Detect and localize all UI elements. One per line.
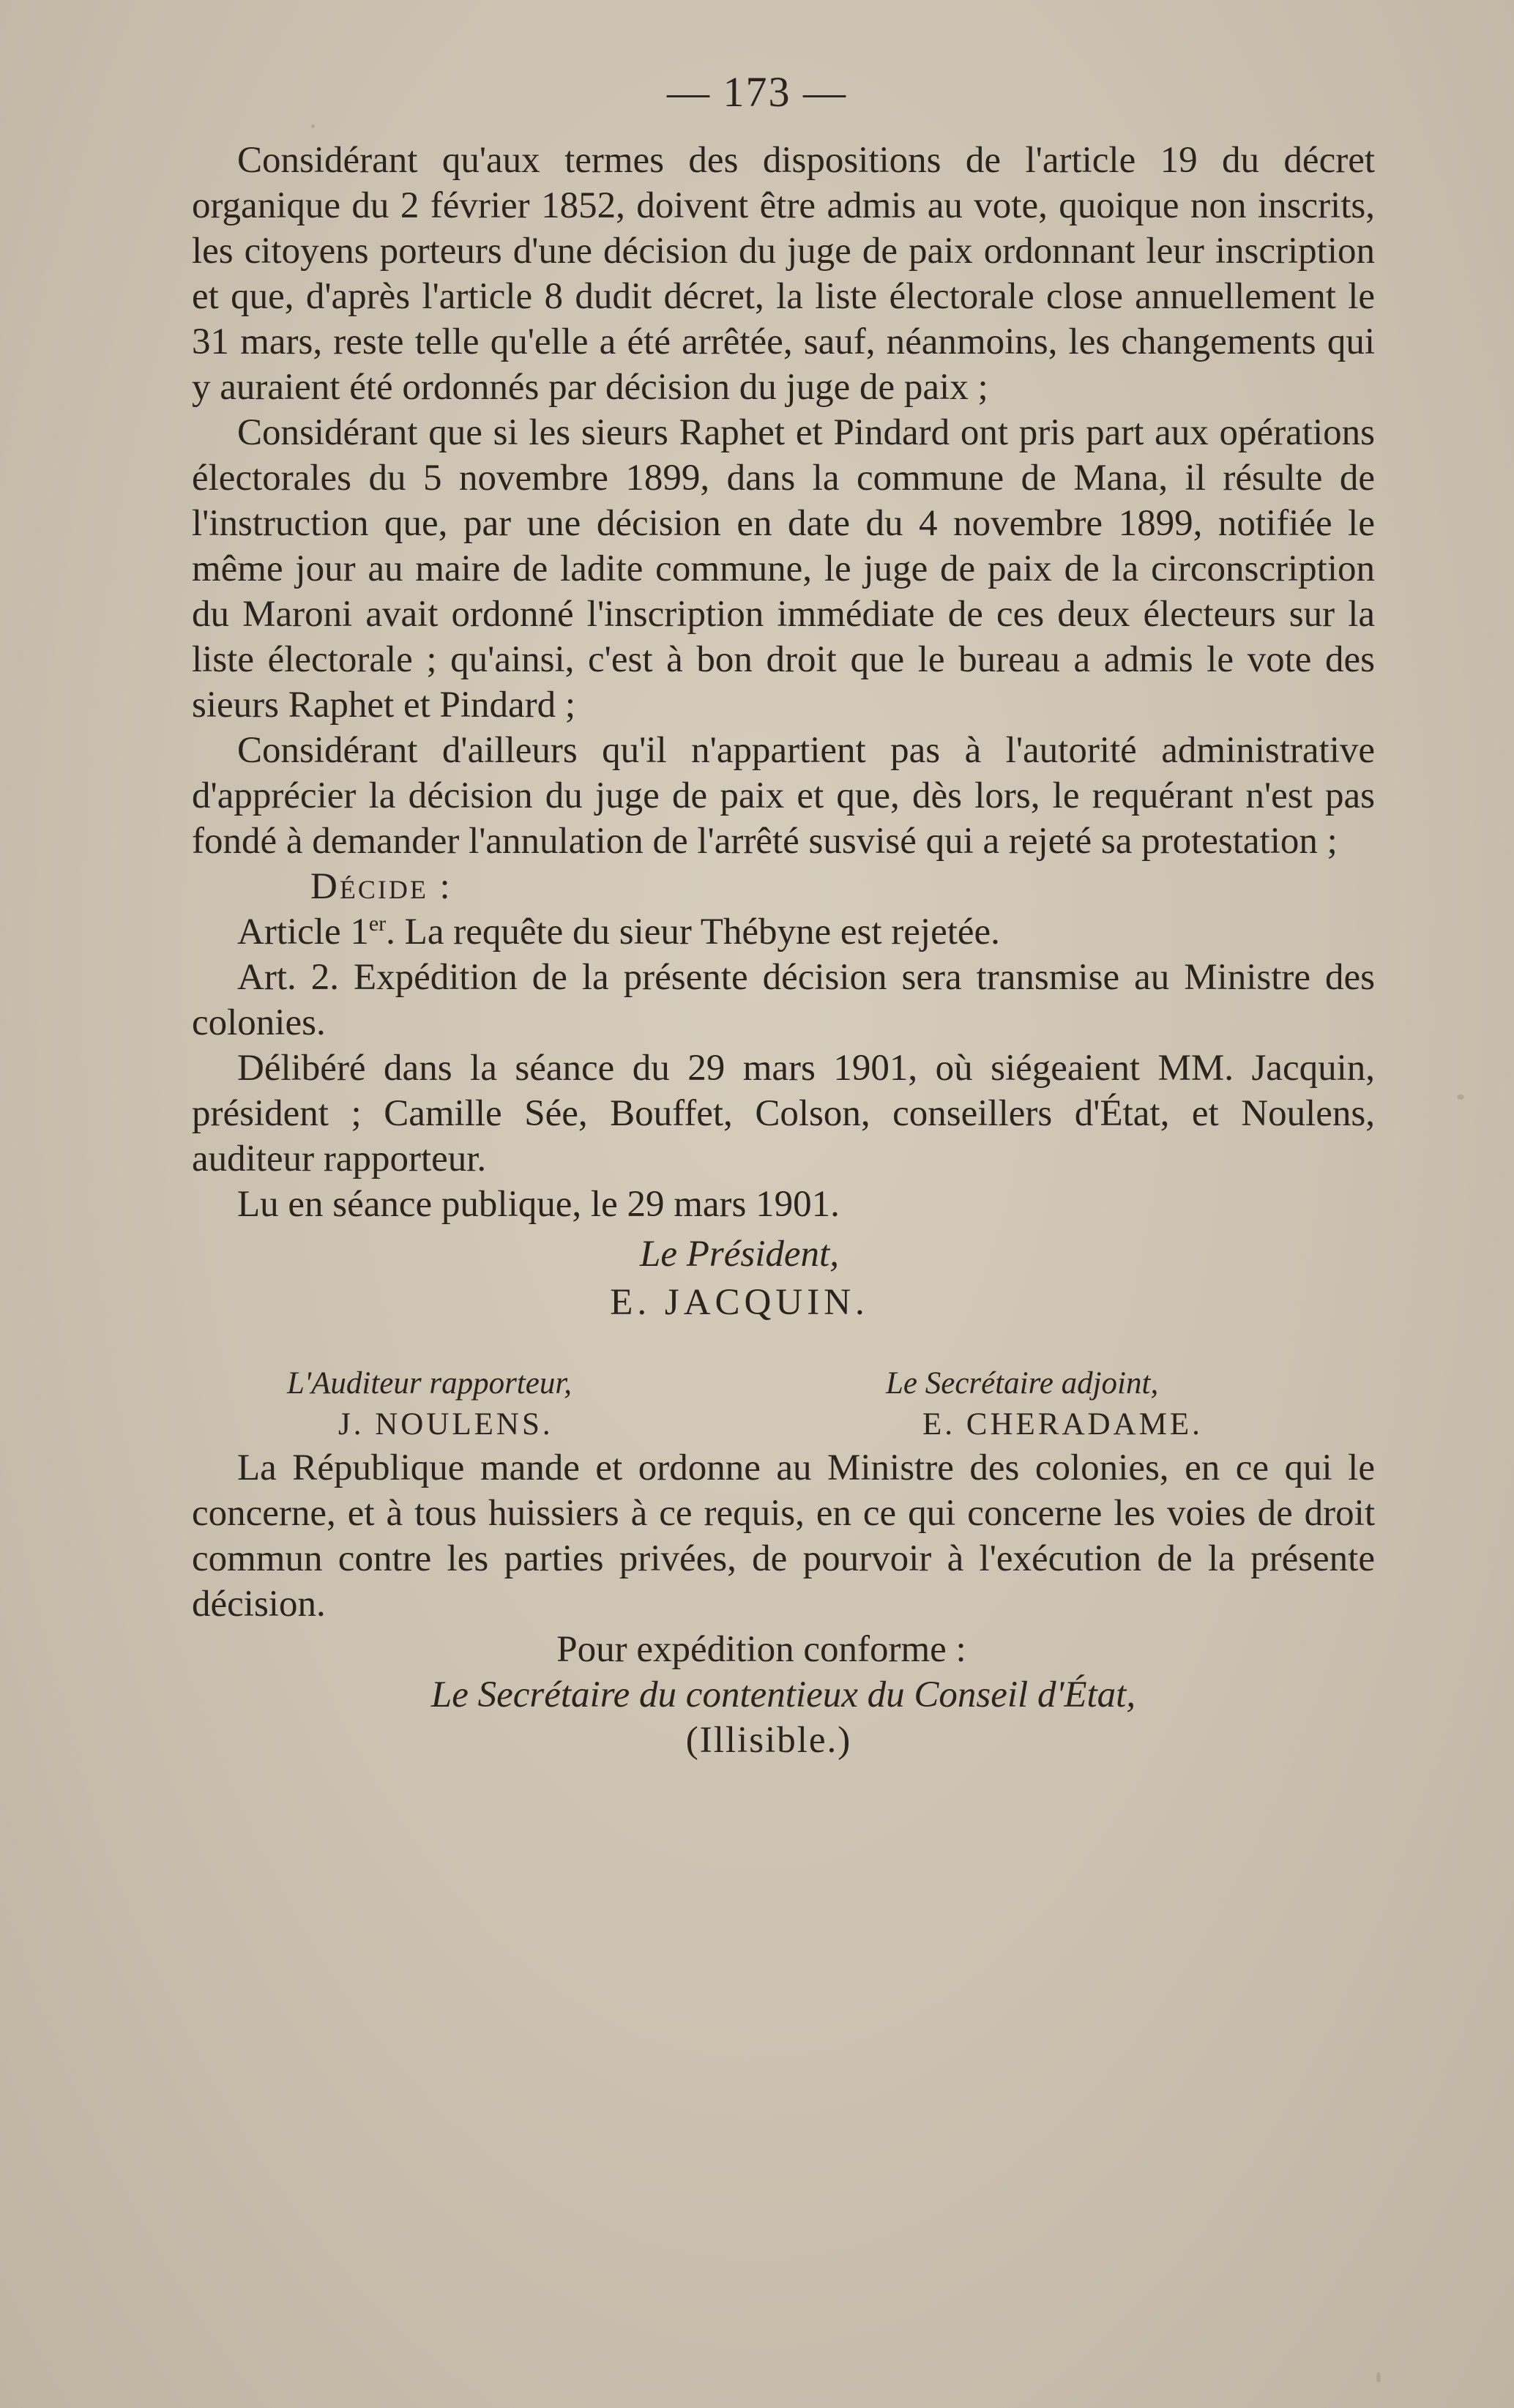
decide-heading (192, 864, 1375, 909)
paper-speck (311, 124, 315, 128)
secretary-name: E. CHERADAME. (922, 1407, 1203, 1442)
signature-row (192, 1363, 1375, 1445)
read-in-session-line: Lu en séance publique, le 29 mars 1901. (237, 1184, 840, 1225)
auditor-title: L'Auditeur rapporteur, (287, 1366, 573, 1401)
paper-speck (1376, 2372, 1381, 2382)
secretary-signature (783, 1363, 1375, 1445)
secretary-title: Le Secrétaire adjoint, (886, 1366, 1159, 1401)
deliberation-paragraph: Délibéré dans la séance du 29 mars 1901, où siégeaient MM. Jacquin, président ; Camille Sée, Bouffet, Colson, conseillers d'État, et Noulens, auditeur rapporteur. (192, 1048, 1375, 1179)
paragraph-considerant-3: Considérant d'ailleurs qu'il n'appartient pas à l'autorité administrative d'apprécier la décision du juge de paix et que, dès lors, le requérant n'est pas fondé à demander l'annulation de l'arrêté susvisé qui a rejeté sa protestation ; (192, 730, 1375, 862)
illegible-signature-note: (Illisible.) (685, 1720, 852, 1761)
paragraph-considerant-2: Considérant que si les sieurs Raphet et Pindard ont pris part aux opérations électorales du 5 novembre 1899, dans la commune de Mana, il résulte de l'instruction que, par une décision en date du 4 novembre 1899, notifiée le même jour au maire de ladite commune, le juge de paix de la circonscription du Maroni avait ordonné l'inscription immédiate de ces deux électeurs sur la liste électorale ; qu'ainsi, c'est à bon droit que le bureau a admis le vote des sieurs Raphet et Pindard ; (192, 412, 1375, 726)
auditor-signature (192, 1363, 783, 1445)
article-1-text: . La requête du sieur Thébyne est rejetée. (386, 912, 1000, 953)
contentieux-secretary-title: Le Secrétaire du contentieux du Conseil d'État, (430, 1674, 1136, 1715)
president-title: Le Président, (640, 1234, 839, 1275)
auditor-name: J. NOULENS. (338, 1407, 553, 1442)
article-1-superscript: er (368, 912, 387, 936)
article-1-label: Article 1 (237, 912, 369, 953)
mandate-paragraph: La République mande et ordonne au Ministre des colonies, en ce qui le concerne, et à tous huissiers à ce requis, en ce qui concerne les voies de droit commun contre les parties privées, de pourvoir à l'exécution de la présente décision. (192, 1447, 1375, 1625)
document-body (192, 138, 1375, 1763)
paper-speck (1457, 1095, 1464, 1100)
decide-heading-text: Décide : (310, 866, 452, 907)
paragraph-considerant-1: Considérant qu'aux termes des dispositions de l'article 19 du décret organique du 2 février 1852, doivent être admis au vote, quoique non inscrits, les citoyens porteurs d'une décision du juge de paix ordonnant leur inscription et que, d'après l'article 8 dudit décret, la liste électorale close annuellement le 31 mars, reste telle qu'elle a été arrêtée, sauf, néanmoins, les changements qui y auraient été ordonnés par décision du juge de paix ; (192, 140, 1375, 408)
article-2: Art. 2. Expédition de la présente décision sera transmise au Ministre des colonies. (192, 957, 1375, 1043)
page-number: — 173 — (667, 68, 847, 116)
expedition-line: Pour expédition conforme : (556, 1629, 966, 1670)
president-name: E. JACQUIN. (610, 1282, 869, 1323)
article-1 (192, 909, 1375, 955)
